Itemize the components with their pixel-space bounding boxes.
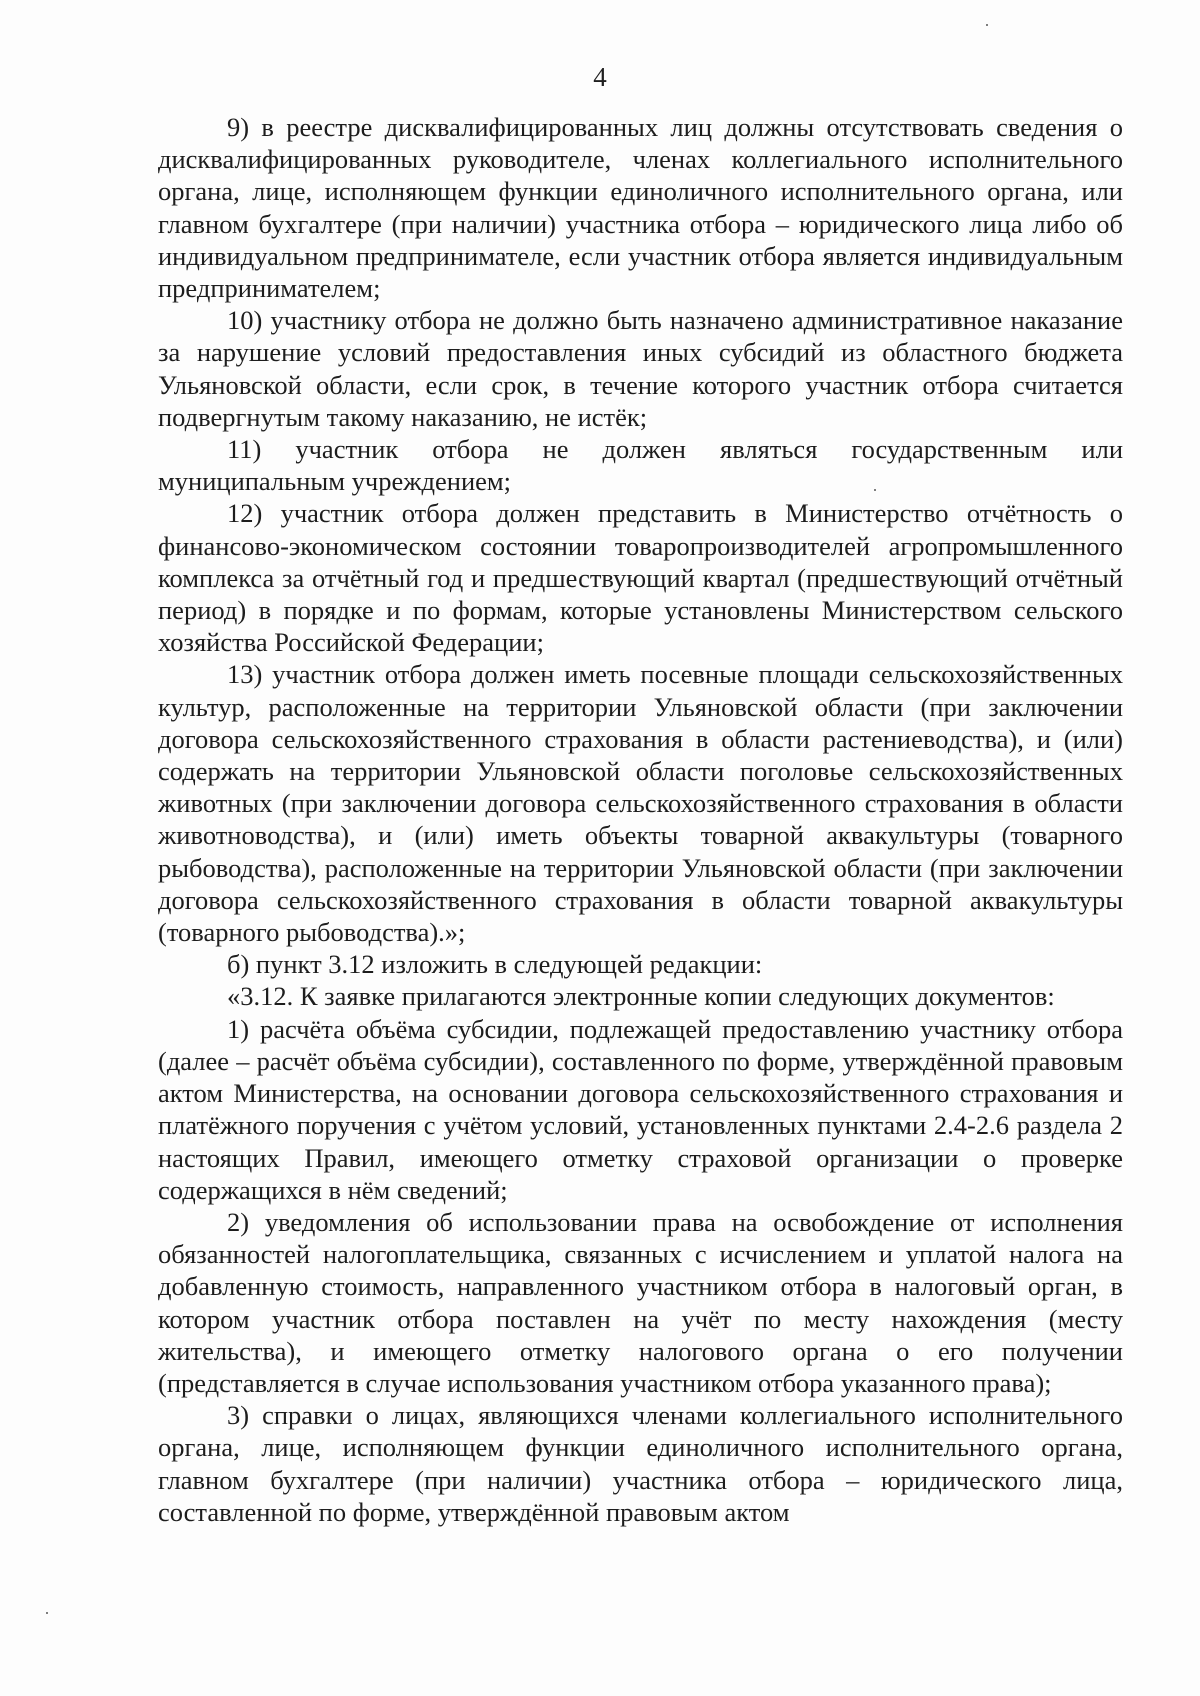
page-number: 4: [593, 62, 607, 92]
paragraph-item-9: 9) в реестре дисквалифицированных лиц должны отсутствовать сведения о дисквалифицированных руководителе, членах коллегиального исполнительного органа, лице, исполняющем функции единоличного исполнительного органа, или главном бухгалтере (при наличии) участника отбора – юридического лица либо об индивидуальном предпринимателе, если участник отбора является индивидуальным предпринимателем;: [158, 112, 1123, 304]
paragraph-item-11: 11) участник отбора не должен являться государственным или муниципальным учреждением;: [158, 434, 1123, 497]
paragraph-clause-3-12: «3.12. К заявке прилагаются электронные копии следующих документов:: [227, 981, 1055, 1012]
paragraph-item-13: 13) участник отбора должен иметь посевные площади сельскохозяйственных культур, расположенные на территории Ульяновской области (при заключении договора сельскохозяйственного страхования в области растениеводства), и (или) содержать на территории Ульяновской области поголовье сельскохозяйственных животных (при заключении договора сельскохозяйственного страхования в области животноводства), и (или) иметь объекты товарной аквакультуры (товарного рыбоводства), расположенные на территории Ульяновской области (при заключении договора сельскохозяйственного страхования в области товарной аквакультуры (товарного рыбоводства).»;: [158, 659, 1123, 948]
paragraph-item-12: 12) участник отбора должен представить в Министерство отчётность о финансово-экономическом состоянии товаропроизводителей агропромышленного комплекса за отчётный год и предшествующий квартал (предшествующий отчётный период) в порядке и по формам, которые установлены Министерством сельского хозяйства Российской Федерации;: [158, 498, 1123, 658]
scan-speck: [986, 24, 988, 26]
paragraph-item-10: 10) участнику отбора не должно быть назначено административное наказание за нарушение условий предоставления иных субсидий из областного бюджета Ульяновской области, если срок, в течение которого участник отбора считается подвергнутым такому наказанию, не истёк;: [158, 305, 1123, 432]
paragraph-doc-3: 3) справки о лицах, являющихся членами коллегиального исполнительного органа, лице, исполняющем функции единоличного исполнительного органа, главном бухгалтере (при наличии) участника отбора – юридического лица, составленной по форме, утверждённой правовым актом: [158, 1400, 1123, 1527]
paragraph-doc-1: 1) расчёта объёма субсидии, подлежащей предоставлению участнику отбора (далее – расчёт объёма субсидии), составленного по форме, утверждённой правовым актом Министерства, на основании договора сельскохозяйственного страхования и платёжного поручения с учётом условий, установленных пунктами 2.4-2.6 раздела 2 настоящих Правил, имеющего отметку страховой организации о проверке содержащихся в нём сведений;: [158, 1013, 1123, 1205]
paragraph-doc-2: 2) уведомления об использовании права на освобождение от исполнения обязанностей налогоплательщика, связанных с исчислением и уплатой налога на добавленную стоимость, направленного участником отбора в налоговый орган, в котором участник отбора поставлен на учёт по месту нахождения (месту жительства), и имеющего отметку налогового органа о его получении (представляется в случае использования участником отбора указанного права);: [158, 1206, 1123, 1398]
scan-speck: [46, 1612, 48, 1614]
document-body: [158, 111, 1123, 1528]
scan-speck: [874, 489, 876, 491]
paragraph-amendment-b: б) пункт 3.12 изложить в следующей редакции:: [227, 949, 763, 980]
